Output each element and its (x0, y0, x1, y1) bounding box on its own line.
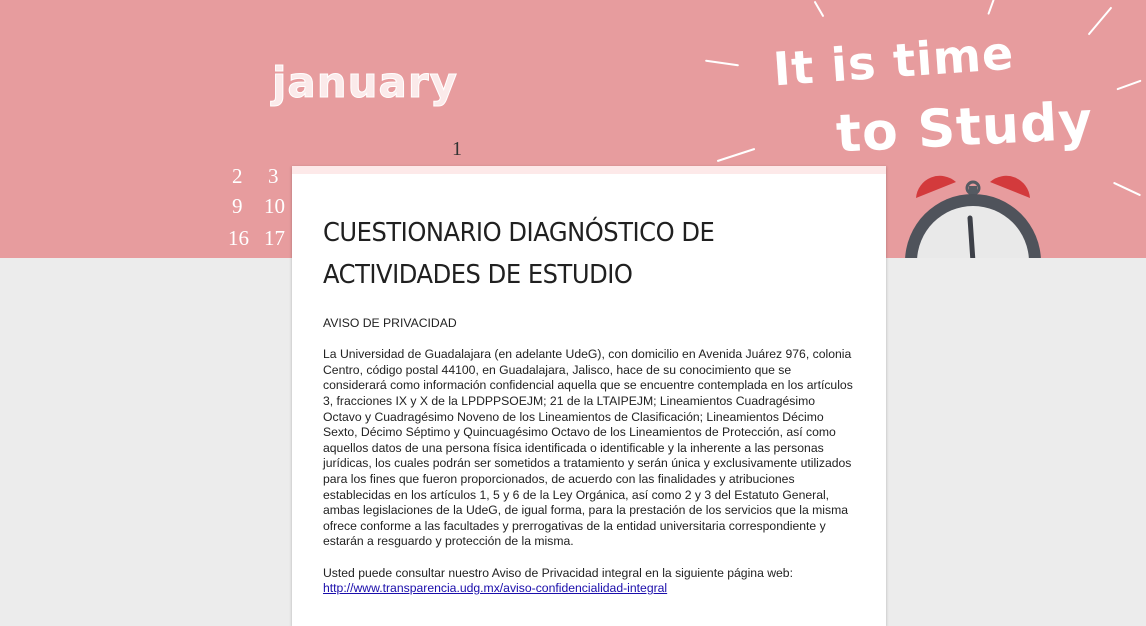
calendar-day: 17 (264, 226, 285, 250)
privacy-link[interactable]: http://www.transparencia.udg.mx/aviso-confidencialidad-integral (323, 581, 668, 596)
decorative-ray (705, 60, 739, 67)
decorative-ray (987, 0, 994, 15)
alarm-clock-icon (898, 168, 1048, 258)
form-card (292, 166, 886, 626)
privacy-notice-text: La Universidad de Guadalajara (en adelante UdeG), con domicilio en Avenida Juárez 976, colonia Centro, código postal 44100, en Guadalajara, Jalisco, hace de su conocimiento que se considerará como información confidencial aquella que se encuentre contemplada en los artículos 3, fracciones IX y X de la LPDPPSOEJM; 21 de la LTAIPEJM; Lineamientos Cuadragésimo Octavo y Cuadragésimo Noveno de los Lineamientos de Clasificación; Lineamientos Décimo Sexto, Décimo Séptimo y Quincuagésimo Octavo de los Lineamientos de Protección, así como aquellos datos de una persona física identificada o identificable y la inherente a las personas jurídicas, los cuales podrán ser sometidos a tratamiento y serán única y exclusivamente utilizados para los fines que fueron proporcionados, de acuerdo con las finalidades y atribuciones establecidas en los artículos 1, 5 y 6 de la Ley Orgánica, así como 2 y 3 del Estatuto General, ambas legislaciones de la UdeG, de igual forma, para la prestación de los servicios que la misma ofrece conforme a las facultades y prerrogativas de la entidad universitaria correspondiente y estarán a resguardo y protección de la misma. (323, 347, 853, 549)
privacy-heading: AVISO DE PRIVACIDAD (323, 316, 457, 330)
calendar-day: 16 (228, 226, 249, 250)
decorative-ray (814, 1, 825, 18)
decorative-ray (1113, 182, 1141, 196)
decorative-ray (1088, 7, 1113, 36)
calendar-day: 9 (232, 194, 243, 218)
decorative-ray (717, 148, 756, 162)
calendar-day: 2 (232, 164, 243, 188)
decorative-ray (1116, 80, 1141, 91)
form-description (323, 316, 855, 597)
slogan-line-2: to Study (834, 91, 1095, 165)
calendar-day: 1 (452, 138, 462, 160)
consult-text: Usted puede consultar nuestro Aviso de Privacidad integral en la siguiente página web: (323, 565, 793, 580)
form-title: CUESTIONARIO DIAGNÓSTICO DE ACTIVIDADES DE ESTUDIO (323, 218, 715, 290)
calendar-day: 3 (268, 164, 279, 188)
calendar-day: 10 (264, 194, 285, 218)
slogan-line-1: It is time (771, 25, 1016, 97)
calendar-month: january (272, 58, 458, 107)
